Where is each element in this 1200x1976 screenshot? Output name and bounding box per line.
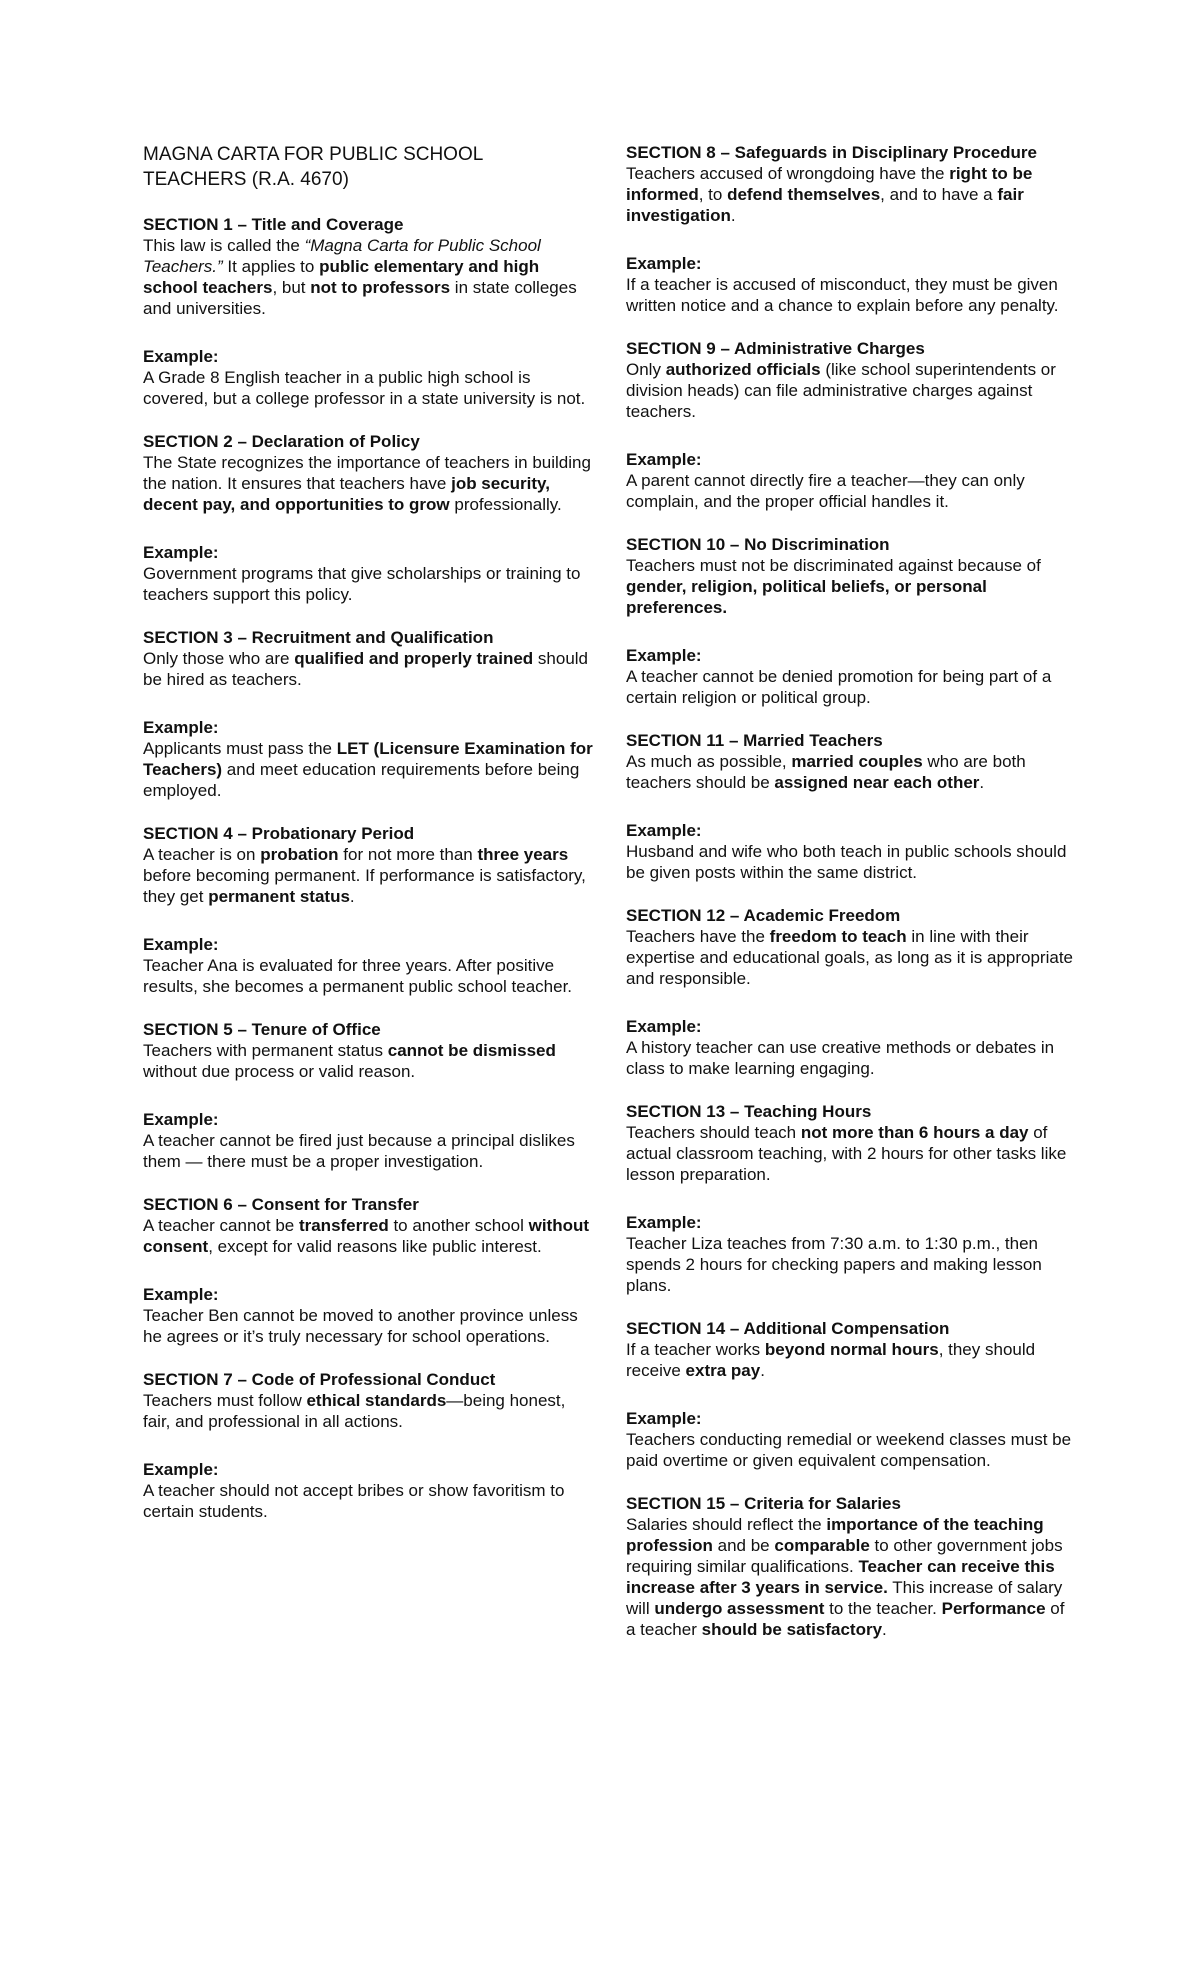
- example-label: Example:: [143, 935, 219, 954]
- example-label: Example:: [143, 1285, 219, 1304]
- example-text: Teacher Ben cannot be moved to another province unless he agrees or it’s truly necessary for school operations.: [143, 1306, 578, 1346]
- bold-text: cannot be dismissed: [387, 1041, 556, 1060]
- example-text: Teacher Liza teaches from 7:30 a.m. to 1:30 p.m., then spends 2 hours for checking papers and making lesson plans.: [626, 1234, 1042, 1295]
- section-section-11: [626, 730, 1076, 883]
- bold-text: beyond normal hours: [764, 1340, 939, 1359]
- text-run: If a teacher works: [626, 1340, 765, 1359]
- section-body: [143, 844, 595, 907]
- text-run: should be hired as teachers.: [143, 649, 589, 689]
- section-body: [626, 1122, 1076, 1185]
- text-run: who are both teachers should be: [626, 752, 1026, 792]
- section-section-14: [626, 1318, 1076, 1471]
- section-body: [626, 555, 1076, 618]
- example-label: Example:: [143, 718, 219, 737]
- example-label: Example:: [143, 543, 219, 562]
- bold-text: LET (Licensure Examination for Teachers): [143, 739, 593, 779]
- section-section-13: [626, 1101, 1076, 1296]
- text-run: .: [349, 887, 355, 906]
- text-run: A teacher is on: [143, 845, 261, 864]
- section-body: [143, 1040, 595, 1082]
- text-run: before becoming permanent. If performance is satisfactory, they get: [143, 866, 586, 906]
- section-section-12: [626, 905, 1076, 1079]
- example-text: Teacher Ana is evaluated for three years. After positive results, she becomes a permanent public school teacher.: [143, 956, 573, 996]
- text-run: in line with their expertise and educational goals, as long as it is appropriate and responsible.: [626, 927, 1074, 988]
- example-text: A teacher should not accept bribes or show favoritism to certain students.: [143, 1481, 565, 1521]
- section-body: [626, 1514, 1076, 1640]
- text-run: Salaries should reflect the: [626, 1515, 827, 1534]
- text-run: Teachers should teach: [626, 1123, 801, 1142]
- bold-text: defend themselves: [727, 185, 881, 204]
- text-run: , but: [272, 278, 311, 297]
- bold-text: authorized officials: [665, 360, 821, 379]
- bold-text: qualified and properly trained: [294, 649, 534, 668]
- bold-text: probation: [260, 845, 339, 864]
- text-run: of a teacher: [626, 1599, 1065, 1639]
- text-run: and be: [712, 1536, 775, 1555]
- example-text: If a teacher is accused of misconduct, they must be given written notice and a chance to explain before any penalty.: [626, 275, 1059, 315]
- section-section-5: [143, 1019, 595, 1172]
- section-section-2: [143, 431, 595, 605]
- section-section-3: [143, 627, 595, 801]
- text-run: Teachers accused of wrongdoing have the: [626, 164, 950, 183]
- bold-text: undergo assessment: [654, 1599, 825, 1618]
- text-run: Only: [626, 360, 666, 379]
- section-heading: SECTION 14 – Additional Compensation: [626, 1319, 950, 1338]
- section-body: [143, 1390, 595, 1432]
- section-body: [143, 1215, 595, 1257]
- right-column: [626, 142, 1076, 1662]
- example-label: Example:: [626, 254, 702, 273]
- bold-text: not to professors: [310, 278, 451, 297]
- example-label: Example:: [626, 450, 702, 469]
- bold-text: permanent status: [208, 887, 350, 906]
- example-text: A history teacher can use creative methods or debates in class to make learning engaging.: [626, 1038, 1055, 1078]
- example-label: Example:: [143, 1110, 219, 1129]
- bold-text: without consent: [143, 1216, 590, 1256]
- section-heading: SECTION 10 – No Discrimination: [626, 535, 890, 554]
- example-label: Example:: [626, 821, 702, 840]
- section-heading: SECTION 11 – Married Teachers: [626, 731, 883, 750]
- text-run: .: [730, 206, 736, 225]
- text-run: Teachers have the: [626, 927, 770, 946]
- bold-text: gender, religion, political beliefs, or personal preferences.: [626, 577, 987, 617]
- example-text: A Grade 8 English teacher in a public high school is covered, but a college professor in a state university is not.: [143, 368, 586, 408]
- section-heading: SECTION 1 – Title and Coverage: [143, 215, 404, 234]
- left-column: [143, 214, 595, 1544]
- example-text: Government programs that give scholarships or training to teachers support this policy.: [143, 564, 581, 604]
- section-section-1: [143, 214, 595, 409]
- text-run: As much as possible,: [626, 752, 792, 771]
- bold-text: Performance: [941, 1599, 1046, 1618]
- section-heading: SECTION 8 – Safeguards in Disciplinary Procedure: [626, 143, 1037, 162]
- section-body: [626, 926, 1076, 989]
- text-run: for not more than: [338, 845, 478, 864]
- section-heading: SECTION 2 – Declaration of Policy: [143, 432, 420, 451]
- section-body: [626, 1339, 1076, 1381]
- bold-text: should be satisfactory: [701, 1620, 883, 1639]
- section-body: [626, 359, 1076, 422]
- text-run: This increase of salary will: [626, 1578, 1063, 1618]
- section-heading: SECTION 9 – Administrative Charges: [626, 339, 925, 358]
- section-section-4: [143, 823, 595, 997]
- section-heading: SECTION 12 – Academic Freedom: [626, 906, 901, 925]
- text-run: Teachers with permanent status: [143, 1041, 388, 1060]
- text-run: It applies to: [222, 257, 320, 276]
- example-text: [143, 738, 595, 801]
- section-body: [143, 452, 595, 515]
- section-body: [143, 235, 595, 319]
- text-run: .: [979, 773, 985, 792]
- section-section-10: [626, 534, 1076, 708]
- example-text: A teacher cannot be fired just because a principal dislikes them — there must be a proper investigation.: [143, 1131, 575, 1171]
- bold-text: transferred: [298, 1216, 389, 1235]
- example-label: Example:: [143, 347, 219, 366]
- bold-text: three years: [477, 845, 569, 864]
- bold-text: importance of the teaching profession: [626, 1515, 1044, 1555]
- italic-text: “Magna Carta for Public School Teachers.”: [143, 236, 541, 276]
- section-heading: SECTION 3 – Recruitment and Qualification: [143, 628, 494, 647]
- section-section-9: [626, 338, 1076, 512]
- text-run: This law is called the: [143, 236, 305, 255]
- text-run: , to: [698, 185, 728, 204]
- text-run: .: [882, 1620, 887, 1639]
- text-run: —being honest, fair, and professional in all actions.: [143, 1391, 566, 1431]
- example-label: Example:: [626, 646, 702, 665]
- bold-text: public elementary and high school teachers: [143, 257, 540, 297]
- text-run: without due process or valid reason.: [143, 1062, 416, 1081]
- section-section-8: [626, 142, 1076, 316]
- text-run: A teacher cannot be: [143, 1216, 299, 1235]
- text-run: Teachers must not be discriminated against because of: [626, 556, 1041, 575]
- section-body: [143, 648, 595, 690]
- example-label: Example:: [143, 1460, 219, 1479]
- bold-text: freedom to teach: [769, 927, 907, 946]
- bold-text: not more than 6 hours a day: [800, 1123, 1029, 1142]
- bold-text: Teacher can receive this increase after 3 years in service.: [626, 1557, 1055, 1597]
- text-run: , and to have a: [880, 185, 998, 204]
- text-run: professionally.: [449, 495, 562, 514]
- section-heading: SECTION 7 – Code of Professional Conduct: [143, 1370, 496, 1389]
- bold-text: comparable: [774, 1536, 870, 1555]
- section-heading: SECTION 4 – Probationary Period: [143, 824, 415, 843]
- section-section-7: [143, 1369, 595, 1522]
- example-label: Example:: [626, 1017, 702, 1036]
- document-title: MAGNA CARTA FOR PUBLIC SCHOOL TEACHERS (R.A. 4670): [143, 144, 483, 190]
- text-run: of actual classroom teaching, with 2 hours for other tasks like lesson preparation.: [626, 1123, 1067, 1184]
- text-run: Applicants must pass the: [143, 739, 337, 758]
- section-heading: SECTION 15 – Criteria for Salaries: [626, 1494, 901, 1513]
- example-label: Example:: [626, 1409, 702, 1428]
- text-run: , they should receive: [626, 1340, 1036, 1380]
- bold-text: job security, decent pay, and opportunities to grow: [143, 474, 550, 514]
- example-text: A parent cannot directly fire a teacher—they can only complain, and the proper official handles it.: [626, 471, 1025, 511]
- text-run: and meet education requirements before being employed.: [143, 760, 580, 800]
- bold-text: fair investigation: [626, 185, 1024, 225]
- text-run: , except for valid reasons like public interest.: [208, 1237, 542, 1256]
- text-run: (like school superintendents or division heads) can file administrative charges against teachers.: [626, 360, 1056, 421]
- text-run: to the teacher.: [824, 1599, 942, 1618]
- bold-text: right to be informed: [626, 164, 1033, 204]
- section-body: [626, 751, 1076, 793]
- text-run: Teachers must follow: [143, 1391, 307, 1410]
- section-body: [626, 163, 1076, 226]
- text-run: to other government jobs requiring similar qualifications.: [626, 1536, 1063, 1576]
- text-run: .: [760, 1361, 765, 1380]
- bold-text: extra pay: [685, 1361, 761, 1380]
- section-heading: SECTION 6 – Consent for Transfer: [143, 1195, 419, 1214]
- bold-text: ethical standards: [306, 1391, 447, 1410]
- text-run: to another school: [388, 1216, 529, 1235]
- bold-text: assigned near each other: [774, 773, 980, 792]
- section-heading: SECTION 5 – Tenure of Office: [143, 1020, 381, 1039]
- example-text: Husband and wife who both teach in public schools should be given posts within the same district.: [626, 842, 1067, 882]
- text-run: The State recognizes the importance of teachers in building the nation. It ensures that teachers have: [143, 453, 591, 493]
- section-section-6: [143, 1194, 595, 1347]
- section-heading: SECTION 13 – Teaching Hours: [626, 1102, 872, 1121]
- text-run: Only those who are: [143, 649, 295, 668]
- section-section-15: [626, 1493, 1076, 1640]
- example-text: Teachers conducting remedial or weekend classes must be paid overtime or given equivalent compensation.: [626, 1430, 1072, 1470]
- text-run: in state colleges and universities.: [143, 278, 577, 318]
- bold-text: married couples: [791, 752, 923, 771]
- example-label: Example:: [626, 1213, 702, 1232]
- example-text: A teacher cannot be denied promotion for being part of a certain religion or political group.: [626, 667, 1052, 707]
